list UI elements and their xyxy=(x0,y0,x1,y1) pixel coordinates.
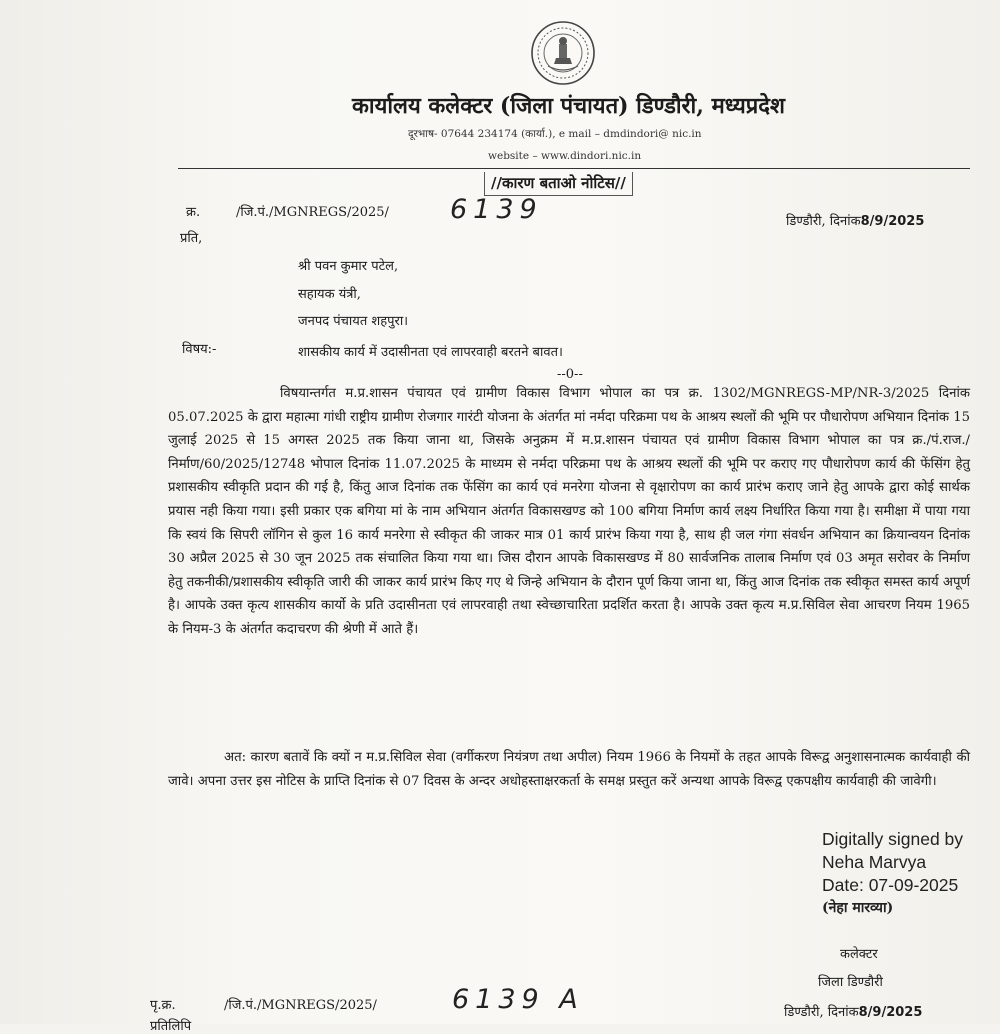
reference-date xyxy=(786,211,924,229)
digital-signature-block xyxy=(822,828,997,920)
recipient-designation: सहायक यंत्री, xyxy=(298,287,361,302)
handwritten-dispatch-number: 6139 xyxy=(450,194,543,225)
sig-line-3: Date: 07-09-2025 xyxy=(822,875,959,895)
place-date-prefix: डिण्डौरी, दिनांक xyxy=(786,214,861,229)
endorsement-date-day: 8 xyxy=(858,1005,868,1020)
separator: --0-- xyxy=(557,367,583,382)
subject-text: शासकीय कार्य में उदासीनता एवं लापरवाही बरतने बावत। xyxy=(298,345,563,360)
endorsement-place-date-prefix: डिण्डौरी, दिनांक xyxy=(784,1005,859,1020)
header-divider xyxy=(178,168,970,169)
date-rest: /9/2025 xyxy=(869,214,925,229)
handwritten-endorsement-number: 6139 A xyxy=(452,984,584,1015)
state-emblem-icon xyxy=(530,20,596,86)
office-title: कार्यालय कलेक्टर (जिला पंचायत) डिण्डौरी, मध्यप्रदेश xyxy=(352,93,785,119)
recipient-name: श्री पवन कुमार पटेल, xyxy=(298,259,399,274)
endorsement-date xyxy=(784,1002,922,1020)
prati-label: प्रति, xyxy=(180,231,203,246)
sig-line-1: Digitally signed by xyxy=(822,829,964,849)
body-paragraph-2: अत: कारण बतावें कि क्यों न म.प्र.सिविल सेवा (वर्गीकरण नियंत्रण तथा अपील) नियम 1966 के नियमों के तहत आपके विरूद्व अनुशासनात्मक कार्यवाही की जावे। अपना उत्तर इस नोटिस के प्राप्ति दिनांक से 07 दिवस के अन्दर अधोहस्ताक्षरकर्ता के समक्ष प्रस्तुत करें अन्यथा आपके विरूद्व एकपक्षीय कार्यवाही की जावेगी। xyxy=(168,750,970,789)
endorsement-label: पृ.क्र. xyxy=(150,998,176,1013)
recipient-office: जनपद पंचायत शहपुरा। xyxy=(298,314,409,329)
signatory-name: (नेहा मारव्या) xyxy=(822,900,894,916)
endorsement-number: /जि.पं./MGNREGS/2025/ xyxy=(224,998,377,1013)
signatory-designation: कलेक्टर xyxy=(840,947,878,962)
notice-title: //कारण बताओ नोटिस// xyxy=(484,172,633,196)
endorsement-date-rest: /9/2025 xyxy=(867,1005,923,1020)
reference-number: /जि.पं./MGNREGS/2025/ xyxy=(236,205,389,220)
contact-line: दूरभाष- 07644 234174 (कार्या.), e mail – dmdindori@ nic.in xyxy=(408,128,702,140)
endorsement-prati: प्रतिलिपि xyxy=(150,1019,192,1034)
sig-line-2: Neha Marvya xyxy=(822,852,927,872)
date-day: 8 xyxy=(860,214,870,229)
website-line: website – www.dindori.nic.in xyxy=(488,150,642,162)
subject-label: विषय:- xyxy=(182,342,217,357)
signatory-district: जिला डिण्डौरी xyxy=(818,975,883,990)
body-paragraph-1: विषयान्तर्गत म.प्र.शासन पंचायत एवं ग्रामीण विकास विभाग भोपाल का पत्र क्र. 1302/MGNREGS-MP/NR-3/2025 दिनांक 05.07.2025 के द्वारा महात्मा गांधी राष्ट्रीय ग्रामीण रोजगार गारंटी योजना के अंतर्गत मां नर्मदा परिक्रमा पथ के आश्रय स्थलों की भूमि पर पौधारोपण अभियान दिनांक 15 जुलाई 2025 से 15 अगस्त 2025 तक किया जाना था, जिसके अनुक्रम में म.प्र.शासन पंचायत एवं ग्रामीण विकास विभाग भोपाल का पत्र क्र./पं.राज./निर्माण/60/2025/12748 भोपाल दिनांक 11.07.2025 के माध्यम से नर्मदा परिक्रमा पथ के आश्रय स्थलों की भूमि पर कराए गए पौधारोपण कार्य की फेंसिंग हेतु प्रशासकीय स्वीकृति प्रदान की गई है, किंतु आज दिनांक तक फेंसिंग का कार्य एवं मनरेगा योजना से वृक्षारोपण का कार्य प्रारंभ कराए जाने हेतु आपके द्वारा कोई सार्थक प्रयास नही किया गया। इसी प्रकार एक बगिया मां के नाम अभियान अंतर्गत विकासखण्ड को 100 बगिया निर्माण कार्य लक्ष्य निर्धारित किया गया है। समीक्षा में पाया गया कि स्वयं कि सिपरी लॉगिन से कुल 16 कार्य मनरेगा से स्वीकृत की जाकर मात्र 01 कार्य प्रारंभ किया गया है, साथ ही जल गंगा संवर्धन अभियान का क्रियान्वयन दिनांक 30 अप्रैल 2025 से 30 जून 2025 तक संचालित किया गया था। जिस दौरान आपके विकासखण्ड में 80 सार्वजनिक तालाब निर्माण एवं 03 अमृत सरोवर के निर्माण हेतु तकनीकी/प्रशासकीय स्वीकृति जारी की जाकर कार्य प्रारंभ किए गए थे जिन्हे अभियान के दौरान पूर्ण किया जाना था, किंतु आज दिनांक तक स्वीकृत समस्त कार्य अपूर्ण है। आपके उक्त कृत्य शासकीय कार्यो के प्रति उदासीनता एवं लापरवाही तथा स्वेच्छाचारिता प्रदर्शित करता है। आपके उक्त कृत्य म.प्र.सिविल सेवा आचरण नियम 1965 के नियम-3 के अंतर्गत कदाचरण की श्रेणी में आते हैं। xyxy=(168,386,970,637)
reference-label: क्र. xyxy=(186,205,201,220)
